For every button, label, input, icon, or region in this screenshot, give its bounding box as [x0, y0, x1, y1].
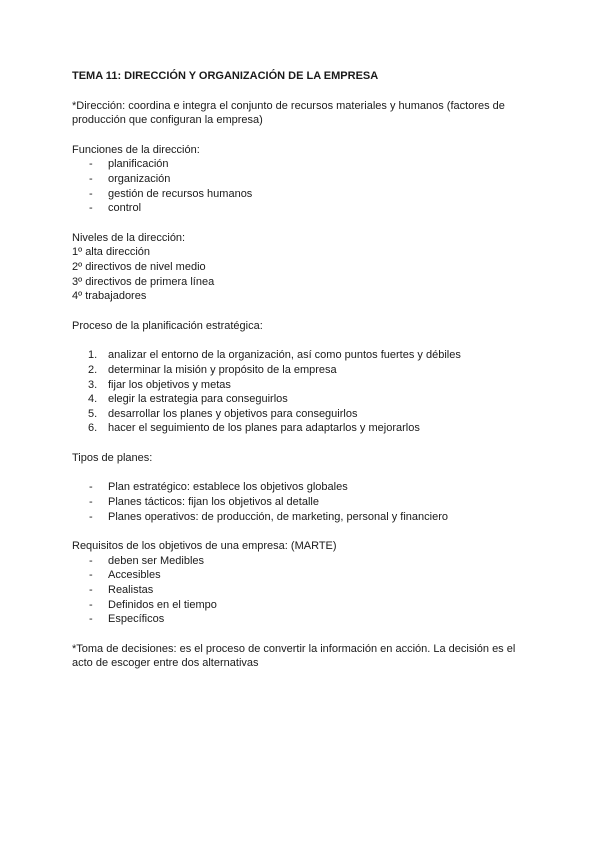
dash-bullet: - [89, 496, 93, 509]
dash-bullet: - [89, 584, 93, 597]
list-item: - Realistas [89, 584, 154, 597]
dash-bullet: - [89, 598, 93, 611]
proceso-heading: Proceso de la planificación estratégica: [72, 319, 263, 332]
list-item: - Específicos [89, 613, 165, 626]
dash-bullet: - [89, 569, 93, 582]
list-item: - gestión de recursos humanos [89, 187, 253, 200]
funciones-list [72, 157, 532, 215]
nivel-item: 1º alta dirección [72, 246, 151, 259]
list-item: - Definidos en el tiempo [89, 598, 217, 611]
toma-decisiones-definition: *Toma de decisiones: es el proceso de convertir la información en acción. La decisión es el acto de escoger entre dos alternativas [72, 642, 516, 670]
dash-bullet: - [89, 158, 93, 171]
list-item: - Plan estratégico: establece los objetivos globales [89, 481, 348, 494]
dash-bullet: - [89, 202, 93, 215]
dash-bullet: - [89, 481, 93, 494]
page-title: TEMA 11: DIRECCIÓN Y ORGANIZACIÓN DE LA EMPRESA [72, 70, 379, 82]
list-item: 3. fijar los objetivos y metas [88, 378, 231, 391]
list-item: 5. desarrollar los planes y objetivos para conseguirlos [88, 407, 358, 420]
dash-bullet: - [89, 172, 93, 185]
nivel-item: 4º trabajadores [72, 290, 147, 303]
list-item: 2. determinar la misión y propósito de la empresa [88, 363, 337, 376]
nivel-item: 3º directivos de primera línea [72, 275, 215, 288]
tipos-heading: Tipos de planes: [72, 451, 153, 464]
list-item: - deben ser Medibles [89, 554, 205, 567]
tipos-list [72, 480, 532, 524]
proceso-list [72, 348, 532, 436]
requisitos-heading: Requisitos de los objetivos de una empresa: (MARTE) [72, 540, 337, 553]
list-item: - organización [89, 172, 171, 185]
list-item: - control [89, 202, 142, 215]
direccion-definition: *Dirección: coordina e integra el conjunto de recursos materiales y humanos (factores de producción que configuran la empresa) [72, 99, 505, 127]
list-item: - Planes operativos: de producción, de marketing, personal y financiero [89, 510, 448, 523]
requisitos-list [72, 554, 532, 627]
dash-bullet: - [89, 510, 93, 523]
funciones-heading: Funciones de la dirección: [72, 143, 200, 156]
niveles-heading: Niveles de la dirección: [72, 231, 186, 244]
list-item: 4. elegir la estrategia para conseguirlos [88, 393, 288, 406]
dash-bullet: - [89, 613, 93, 626]
list-item: 6. hacer el seguimiento de los planes para adaptarlos y mejorarlos [88, 422, 420, 435]
dash-bullet: - [89, 187, 93, 200]
nivel-item: 2º directivos de nivel medio [72, 260, 206, 273]
list-item: - Accesibles [89, 569, 161, 582]
dash-bullet: - [89, 554, 93, 567]
document-body [72, 69, 532, 671]
list-item: - planificación [89, 158, 169, 171]
list-item: - Planes tácticos: fijan los objetivos al detalle [89, 496, 319, 509]
list-item: 1. analizar el entorno de la organización, así como puntos fuertes y débiles [88, 349, 461, 362]
